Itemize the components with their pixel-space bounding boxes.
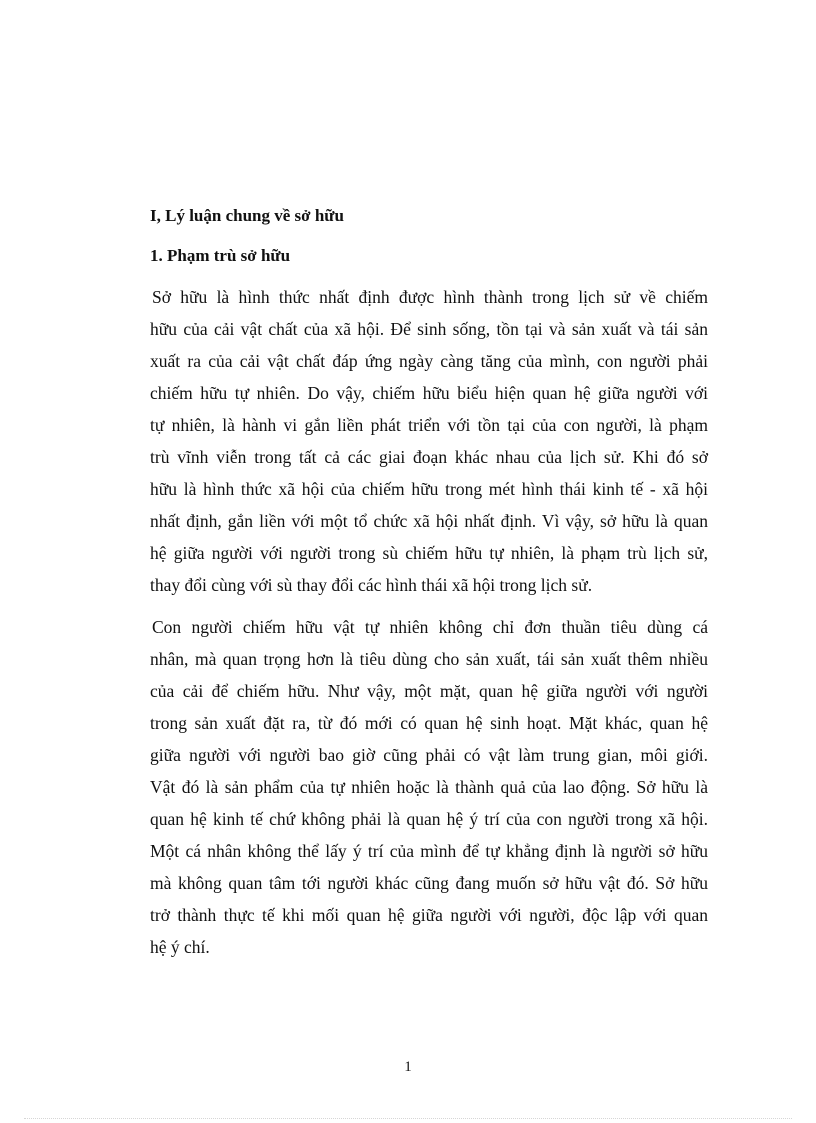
paragraph-2-line: trong sản xuất đặt ra, từ đó mới có quan hệ sinh hoạt. Mặt khác, quan hệ <box>150 713 708 733</box>
subsection-heading: 1. Phạm trù sở hữu <box>150 246 291 265</box>
paragraph-1-line: tự nhiên, là hành vi gắn liền phát triển với tồn tại của con người, là phạm <box>150 415 708 435</box>
paragraph-2-line: giữa người với người bao giờ cũng phải có vật làm trung gian, môi giới. <box>150 745 708 765</box>
paragraph-2-line: của cải để chiếm hữu. Như vậy, một mặt, quan hệ giữa người với người <box>150 681 708 701</box>
paragraph-1-line: Sở hữu là hình thức nhất định được hình thành trong lịch sử về chiếm <box>152 287 708 307</box>
paragraph-2-line: Vật đó là sản phẩm của tự nhiên hoặc là thành quả của lao động. Sở hữu là <box>150 777 708 797</box>
paragraph-2-line: Con người chiếm hữu vật tự nhiên không chỉ đơn thuần tiêu dùng cá <box>152 617 708 637</box>
paragraph-1-line: hệ giữa người với người trong sù chiếm hữu tự nhiên, là phạm trù lịch sử, <box>150 543 708 563</box>
paragraph-1-line: hữu là hình thức xã hội của chiếm hữu trong mét hình thái kinh tế - xã hội <box>150 479 708 499</box>
paragraph-1-line: thay đổi cùng với sù thay đổi các hình thái xã hội trong lịch sử. <box>150 575 593 595</box>
paragraph-2-line: nhân, mà quan trọng hơn là tiêu dùng cho sản xuất, tái sản xuất thêm nhiều <box>150 649 708 669</box>
paragraph-1-line: trù vĩnh viễn trong tất cả các giai đoạn khác nhau của lịch sử. Khi đó sở <box>150 447 708 467</box>
section-heading: I, Lý luận chung về sở hữu <box>150 206 344 225</box>
paragraph-1-line: chiếm hữu tự nhiên. Do vậy, chiếm hữu biểu hiện quan hệ giữa người với <box>150 383 708 403</box>
paragraph-1-line: hữu của cải vật chất của xã hội. Để sinh sống, tồn tại và sản xuất và tái sản <box>150 319 708 339</box>
paragraph-2-line: quan hệ kinh tế chứ không phải là quan hệ ý trí của con người trong xã hội. <box>150 809 708 829</box>
paragraph-1-line: nhất định, gắn liền với một tổ chức xã hội nhất định. Vì vậy, sở hữu là quan <box>150 511 708 531</box>
page-number: 1 <box>404 1059 412 1075</box>
paragraph-1-line: xuất ra của cải vật chất đáp ứng ngày càng tăng của mình, con người phải <box>150 351 708 371</box>
paragraph-2-line: trở thành thực tế khi mối quan hệ giữa người với người, độc lập với quan <box>150 905 708 925</box>
page-bottom-divider <box>24 1118 792 1119</box>
paragraph-2-line: mà không quan tâm tới người khác cũng đang muốn sở hữu vật đó. Sở hữu <box>150 873 708 893</box>
paragraph-2-line: Một cá nhân không thể lấy ý trí của mình để tự khẳng định là người sở hữu <box>150 841 708 861</box>
paragraph-2-line: hệ ý chí. <box>150 937 210 957</box>
